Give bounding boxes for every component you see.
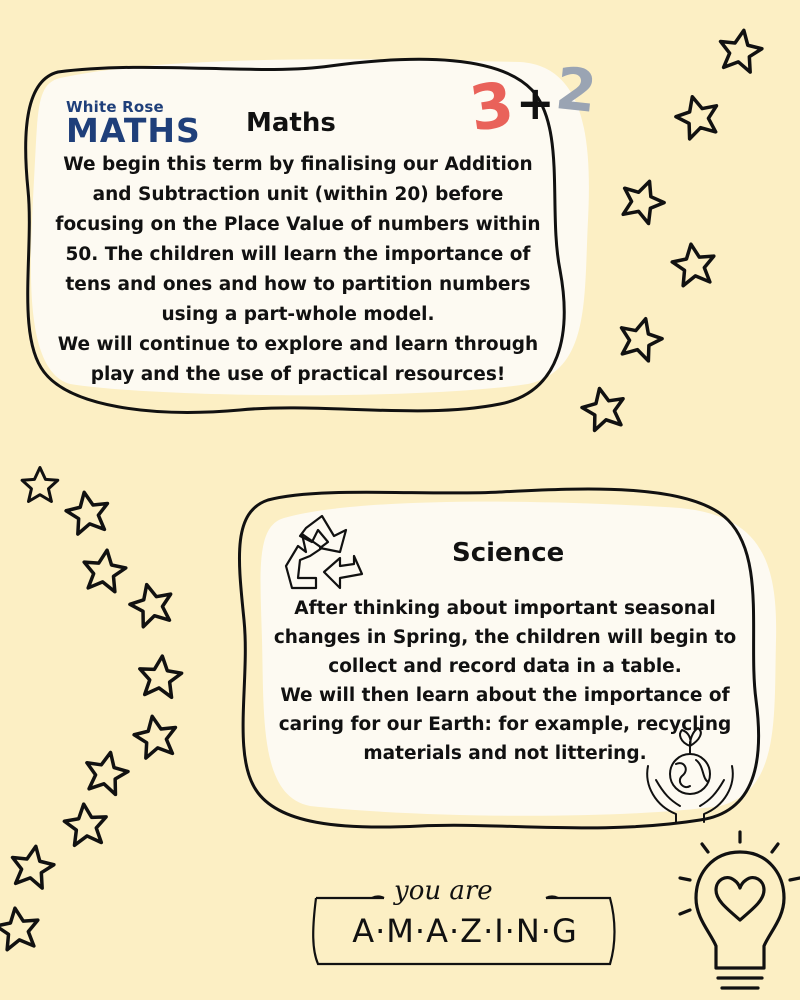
- equation-number-two: 2: [552, 54, 600, 126]
- equation-plus: +: [516, 76, 555, 130]
- maths-title: Maths: [246, 108, 336, 138]
- lightbulb-heart-icon: [680, 832, 800, 988]
- science-body: [270, 594, 740, 768]
- science-title: Science: [452, 538, 565, 568]
- star-group-left: [0, 468, 183, 951]
- equation-number-three: 3: [465, 67, 519, 146]
- maths-paragraph-1: We begin this term by finalising our Addition and Subtraction unit (within 20) before focusing on the Place Value of numbers within 50. The children will learn the importance of tens and ones and how to partition numbers using a part-whole model.: [55, 154, 541, 325]
- star-group-right: [579, 27, 765, 432]
- white-rose-logo: [66, 98, 206, 148]
- maths-body: [48, 150, 548, 390]
- science-paragraph-1: After thinking about important seasonal changes in Spring, the children will begin to collect and record data in a table.: [273, 598, 737, 677]
- amazing-subtitle: you are: [394, 876, 493, 906]
- amazing-word: A·M·A·Z·I·N·G: [352, 912, 578, 950]
- science-paragraph-2: We will then learn about the importance of caring for our Earth: for example, recycling materials and not littering.: [278, 685, 732, 764]
- logo-main-text: MATHS: [66, 111, 201, 150]
- maths-paragraph-2: We will continue to explore and learn through play and the use of practical resources!: [57, 334, 539, 385]
- logo-top-text: White Rose: [66, 98, 164, 116]
